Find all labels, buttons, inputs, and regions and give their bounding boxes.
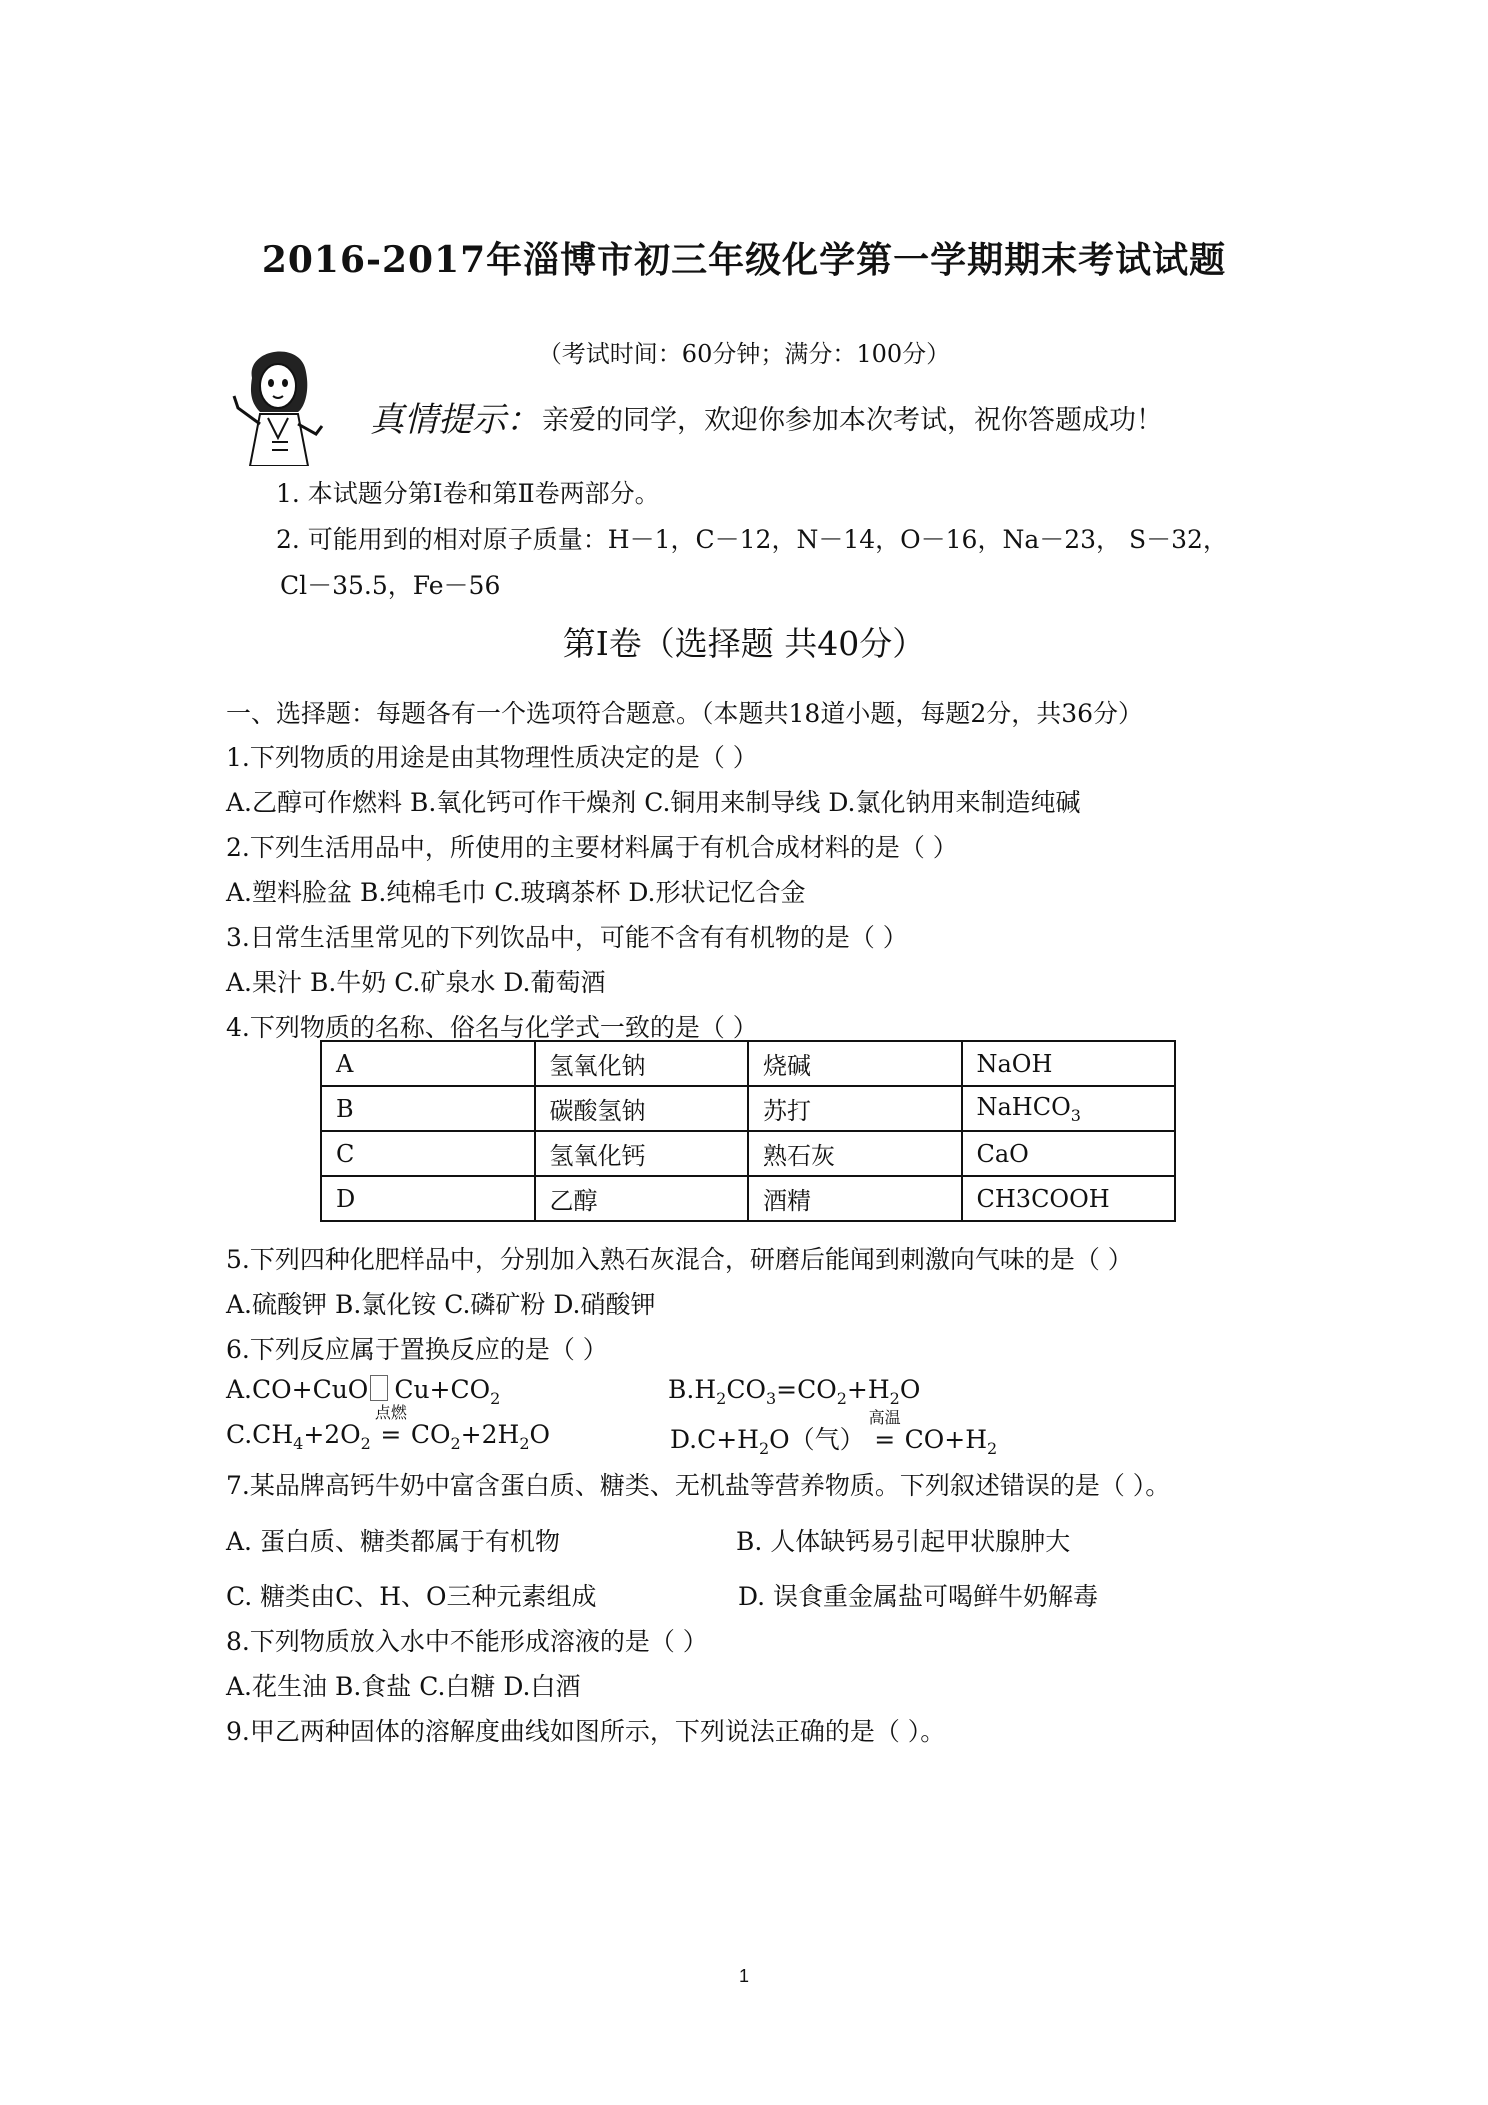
question-7: 7.某品牌高钙牛奶中富含蛋白质、糖类、无机盐等营养物质。下列叙述错误的是（ ）。 (226, 1471, 1171, 1500)
equation-part: +H (846, 1375, 890, 1404)
girl-mascot-illustration (232, 338, 324, 466)
table-cell: 酒精 (748, 1176, 962, 1221)
table-cell: D (321, 1176, 535, 1221)
question-2-options: A.塑料脸盆 B.纯棉毛巾 C.玻璃茶杯 D.形状记忆合金 (226, 878, 806, 907)
table-cell: CaO (962, 1131, 1176, 1176)
table-row (321, 1176, 1175, 1221)
reaction-condition: 高温 = (865, 1425, 905, 1454)
condition-label: 点燃 (374, 1403, 407, 1422)
question-6: 6.下列反应属于置换反应的是（ ） (226, 1335, 608, 1364)
question-8-options: A.花生油 B.食盐 C.白糖 D.白酒 (226, 1672, 581, 1701)
question-8: 8.下列物质放入水中不能形成溶液的是（ ） (226, 1627, 708, 1656)
equation-part: O（气） (769, 1425, 865, 1454)
question-9: 9.甲乙两种固体的溶解度曲线如图所示，下列说法正确的是（ ）。 (226, 1717, 946, 1746)
subscript: 2 (889, 1389, 900, 1408)
equation-part: CO (726, 1375, 766, 1404)
table-cell: 乙醇 (535, 1176, 749, 1221)
note-2-continued: Cl－35.5，Fe－56 (280, 571, 501, 600)
question-3: 3.日常生活里常见的下列饮品中，可能不含有有机物的是（ ） (226, 923, 908, 952)
subscript: 2 (836, 1389, 847, 1408)
subscript: 4 (293, 1434, 304, 1453)
equation-part: O (529, 1420, 551, 1449)
table-cell: 氢氧化钙 (535, 1131, 749, 1176)
table-cell: C (321, 1131, 535, 1176)
option-6a-equation (226, 1375, 500, 1408)
exam-info: （考试时间：60分钟；满分：100分） (537, 340, 951, 368)
subscript: 2 (716, 1389, 727, 1408)
table-cell: 烧碱 (748, 1041, 962, 1086)
option-6d-equation (670, 1408, 998, 1458)
question-1: 1.下列物质的用途是由其物理性质决定的是（ ） (226, 743, 758, 772)
question-7-option-c: C. 糖类由C、H、O三种元素组成 (226, 1582, 597, 1611)
tip-message: 亲爱的同学，欢迎你参加本次考试，祝你答题成功！ (542, 405, 1163, 436)
question-7-option-d: D. 误食重金属盐可喝鲜牛奶解毒 (738, 1582, 1099, 1611)
equation-part: +2H (460, 1420, 520, 1449)
equation-part: =CO (776, 1375, 837, 1404)
table-cell: 熟石灰 (748, 1131, 962, 1176)
subscript: 2 (987, 1439, 998, 1458)
question-4-table (320, 1040, 1176, 1222)
table-cell: B (321, 1086, 535, 1131)
question-3-options: A.果汁 B.牛奶 C.矿泉水 D.葡萄酒 (226, 968, 606, 997)
table-cell: 苏打 (748, 1086, 962, 1131)
equation-part: O (899, 1375, 921, 1404)
table-cell: CH3COOH (962, 1176, 1176, 1221)
table-row (321, 1041, 1175, 1086)
subscript: 3 (765, 1389, 777, 1408)
table-cell: 碳酸氢钠 (535, 1086, 749, 1131)
tip-heading: 真情提示： (370, 400, 540, 440)
subscript: 3 (1070, 1105, 1081, 1125)
option-6c-equation (226, 1403, 551, 1453)
equation-part: CO (410, 1420, 451, 1449)
part1-instructions: 一、选择题：每题各有一个选项符合题意。（本题共18道小题，每题2分，共36分） (226, 699, 1144, 728)
equation-part: +2O (303, 1420, 361, 1449)
equation-part: D.C+H (670, 1425, 759, 1454)
formula-text: NaHCO (976, 1092, 1071, 1121)
table-cell (962, 1086, 1176, 1131)
equation-part: B.H (668, 1375, 717, 1404)
subscript: 2 (490, 1389, 501, 1408)
table-cell: NaOH (962, 1041, 1176, 1086)
page-title: 2016-2017年淄博市初三年级化学第一学期期末考试试题 (261, 239, 1227, 281)
page-number: 1 (738, 1966, 749, 1986)
subscript: 2 (450, 1434, 461, 1453)
equation-part: A.CO+CuO (226, 1375, 369, 1404)
option-6b-equation (668, 1375, 920, 1408)
table-row (321, 1086, 1175, 1131)
subscript: 2 (519, 1434, 530, 1453)
table-cell: 氢氧化钠 (535, 1041, 749, 1086)
question-4: 4.下列物质的名称、俗名与化学式一致的是（ ） (226, 1013, 758, 1042)
note-2: 2. 可能用到的相对原子质量：H－1，C－12，N－14，O－16，Na－23， S－32， (276, 525, 1228, 554)
equation-part: C.CH (226, 1420, 294, 1449)
condition-label: 高温 (868, 1408, 901, 1427)
reaction-condition: 点燃 = (371, 1420, 411, 1449)
question-7-option-b: B. 人体缺钙易引起甲状腺肿大 (736, 1527, 1071, 1556)
subscript: 2 (758, 1439, 770, 1458)
section-heading: 第Ⅰ卷（选择题 共40分） (562, 624, 926, 663)
equation-part: CO+H (904, 1425, 988, 1454)
table-cell: A (321, 1041, 535, 1086)
question-5: 5.下列四种化肥样品中，分别加入熟石灰混合，研磨后能闻到刺激向气味的是（ ） (226, 1245, 1133, 1274)
missing-glyph-box (370, 1375, 388, 1401)
question-1-options: A.乙醇可作燃料 B.氧化钙可作干燥剂 C.铜用来制导线 D.氯化钠用来制造纯碱 (226, 788, 1081, 817)
table-row (321, 1131, 1175, 1176)
question-2: 2.下列生活用品中，所使用的主要材料属于有机合成材料的是（ ） (226, 833, 958, 862)
note-1: 1. 本试题分第Ⅰ卷和第Ⅱ卷两部分。 (276, 479, 660, 508)
equation-part: Cu+CO (394, 1375, 491, 1404)
question-7-option-a: A. 蛋白质、糖类都属于有机物 (226, 1527, 560, 1556)
subscript: 2 (360, 1434, 371, 1453)
question-5-options: A.硫酸钾 B.氯化铵 C.磷矿粉 D.硝酸钾 (226, 1290, 656, 1319)
